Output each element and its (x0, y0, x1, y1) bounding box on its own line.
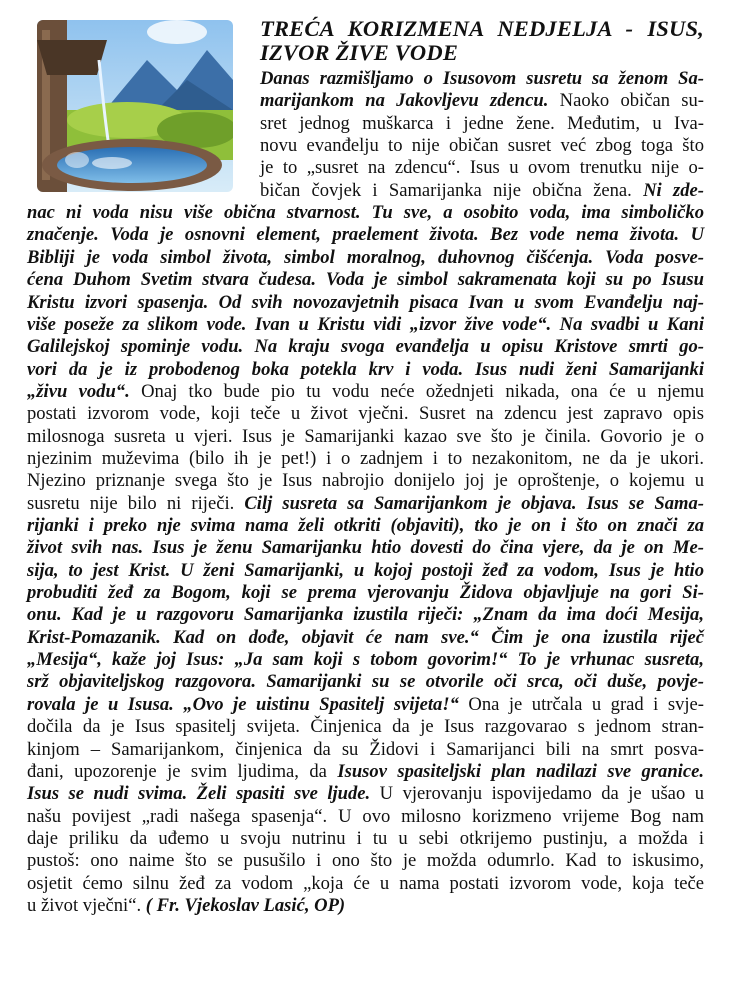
body-text: Njezino priznanje svega što je Isus nabrojio donijelo joj je oproštenje, o kojemu u (27, 470, 704, 492)
title-line-2: IZVOR ŽIVE VODE (260, 40, 459, 65)
emphasis-text: Danas razmišljamo o Isusovom susretu sa ženom Sa- (260, 68, 704, 89)
text-line (27, 292, 704, 314)
text-line (27, 537, 704, 559)
emphasis-text: „živu vodu“. (27, 380, 130, 402)
emphasis-text: srž objaviteljskog razgovora. Samarijanki su se otvorile oči srca, oči duše, povje- (27, 671, 704, 693)
text-line (27, 314, 704, 336)
emphasis-text: sija, to jest Krist. U ženi Samarijanki, u kojoj postoji žeđ za vodom, Isus je htio (27, 559, 704, 581)
body-text: milosnoga susreta u vjeri. Isus je Samarijanki kazao sve što je činila. Govorio je o (27, 425, 704, 447)
text-line (27, 716, 704, 738)
text-line (27, 359, 704, 381)
body-text: Ona je utrčala u grad i svje- (458, 693, 704, 715)
text-line (27, 224, 704, 246)
emphasis-text: Ni zde- (643, 179, 704, 201)
body-text: pustoš: ono naime što se pusušilo i ono što je možda odumrlo. Kad to iskusimo, (27, 850, 704, 872)
text-line (260, 68, 704, 90)
text-line (27, 381, 704, 403)
emphasis-text: rijanki i preko nje svima nama želi otkriti (objaviti), tko je on i što on znači za (27, 515, 704, 536)
text-line (27, 828, 704, 850)
body-text: osjetit ćemo silnu žeđ za vodom „koja će u nama postati izvorom vode, koja teče (27, 872, 704, 894)
emphasis-text: ćena Duhom Svetim stvara čudesa. Voda je simbol sakramenata koji su po Isusu (27, 269, 704, 291)
emphasis-text: život svih nas. Isus je ženu Samarijanku htio dovesti do čina vjere, da je on Me- (27, 537, 704, 559)
page-title (260, 17, 704, 65)
body-text: Onaj tko bude pio tu vodu neće ožednjeti nikada, ona će u njemu (129, 380, 704, 402)
text-line (27, 269, 704, 291)
body-text: U vjerovanju ispovijedamo da je ušao u (370, 783, 705, 805)
body-text: đani, upozorenje je svim ljudima, da (27, 760, 338, 782)
text-line (27, 671, 704, 693)
body-text: postati izvorom vode, koji teče u život vječni. Susret na zdencu jest zapravo opis (27, 403, 704, 425)
text-line (27, 515, 704, 537)
text-line (27, 783, 704, 805)
text-line (260, 157, 704, 179)
emphasis-text: više poseže za slikom vode. Ivan u Kristu vidi „izvor žive vode“. Na svadbi u Kani (27, 313, 704, 335)
text-line (260, 135, 704, 157)
body-text: u život vječni“. (27, 894, 146, 916)
text-line (27, 649, 704, 671)
text-line (27, 806, 704, 828)
emphasis-text: vori da je iz probodenog boka potekla krv i voda. Isus nudi ženi Samarijanki (27, 358, 704, 380)
text-line (27, 493, 704, 515)
text-line (27, 247, 704, 269)
emphasis-text: rovala je u Isusa. „Ovo je uistinu Spasitelj svijeta!“ (27, 693, 459, 715)
emphasis-text: značenje. Voda je osnovni element, praelement života. Bez vode nema života. U (27, 224, 704, 246)
text-line (27, 761, 704, 783)
body-text: sret jednog muškarca i jedne žene. Međutim, u Iva- (260, 112, 704, 134)
text-line (27, 694, 704, 716)
emphasis-text: probuditi žeđ za Bogom, koji se prema vjerovanju Židova objavljuje na gori Si- (27, 582, 704, 604)
emphasis-text: Galilejskoj spominje vodu. Na kraju svoga evanđelja u opisu Kristove smrti go- (27, 336, 704, 358)
text-line (27, 560, 704, 582)
text-line (27, 470, 704, 492)
body-text: novu evanđelju to nije običan susret već zbog toga što (260, 135, 704, 157)
emphasis-text: ( Fr. Vjekoslav Lasić, OP) (145, 894, 346, 916)
text-line (27, 582, 704, 604)
text-line (27, 604, 704, 626)
text-line (27, 627, 704, 649)
emphasis-text: onu. Kad je u razgovoru Samarijanka izustila riječi: „Znam da ima doći Mesija, (27, 604, 704, 626)
fountain-photo (37, 20, 233, 192)
water-fountain-icon (37, 20, 233, 192)
body-text: kinjom – Samarijankom, činjenica da su Židovi i Samarijanci bili na smrt posva- (27, 738, 704, 760)
emphasis-text: Isusov spasiteljski plan nadilazi sve granice. (337, 760, 704, 782)
body-text: njezinim muževima (bilo ih je pet!) i o zadnjem i to nezakonitom, ne da je ukori. (27, 447, 704, 469)
emphasis-text: Bibliji je voda simbol života, simbol moralnog, duhovnog čišćenja. Voda posve- (27, 246, 704, 268)
emphasis-text: Kristu izvori spasenja. Od svih novozavjetnih pisaca Ivan u svom Evanđelju naj- (27, 291, 704, 313)
body-text: susretu nije bilo ni riječi. (27, 492, 245, 514)
text-line (27, 403, 704, 425)
text-line (27, 202, 704, 224)
emphasis-text: Cilj susreta sa Samarijankom je objava. Isus se Sama- (244, 492, 704, 514)
text-line (27, 448, 704, 470)
text-line (260, 90, 704, 112)
body-text: dočila da je Isus spasitelj svijeta. Činjenica da je Isus razgovarao s jednom stran- (27, 716, 704, 738)
emphasis-text: nac ni voda nisu više obična stvarnost. Tu sve, a osobito voda, ima simboličko (27, 202, 704, 224)
emphasis-text: Isus se nudi svima. Želi spasiti sve ljude. (27, 783, 371, 805)
body-text: je to „susret na zdencu“. Isus u ovom trenutku nije o- (260, 157, 704, 179)
body-text: daje priliku da uđemo u svoju nutrinu i tu u sebi otkrijemo pustinju, a možda i (27, 827, 704, 849)
body-text: bičan čovjek i Samarijanka nije obična žena. (260, 179, 644, 201)
text-line (27, 336, 704, 358)
text-line (260, 180, 704, 202)
text-line (260, 113, 704, 135)
text-line (27, 739, 704, 761)
text-line (27, 873, 704, 895)
body-text: našu povijest „radi našega spasenja“. U ovo milosno korizmeno vrijeme Bog nam (27, 805, 704, 827)
title-line-1: TREĆA KORIZMENA NEDJELJA - ISUS, (260, 16, 704, 41)
text-line (27, 850, 704, 872)
emphasis-text: „Mesija“, kaže joj Isus: „Ja sam koji s tobom govorim!“ To je vrhunac susreta, (27, 649, 704, 671)
body-text: Naoko običan su- (548, 90, 704, 112)
text-line (27, 426, 704, 448)
emphasis-text: Krist-Pomazanik. Kad on dođe, objavit će nam sve.“ Čim je ona izustila riječ (27, 626, 704, 648)
text-line (27, 895, 704, 917)
emphasis-text: marijankom na Jakovljevu zdencu. (260, 90, 549, 112)
